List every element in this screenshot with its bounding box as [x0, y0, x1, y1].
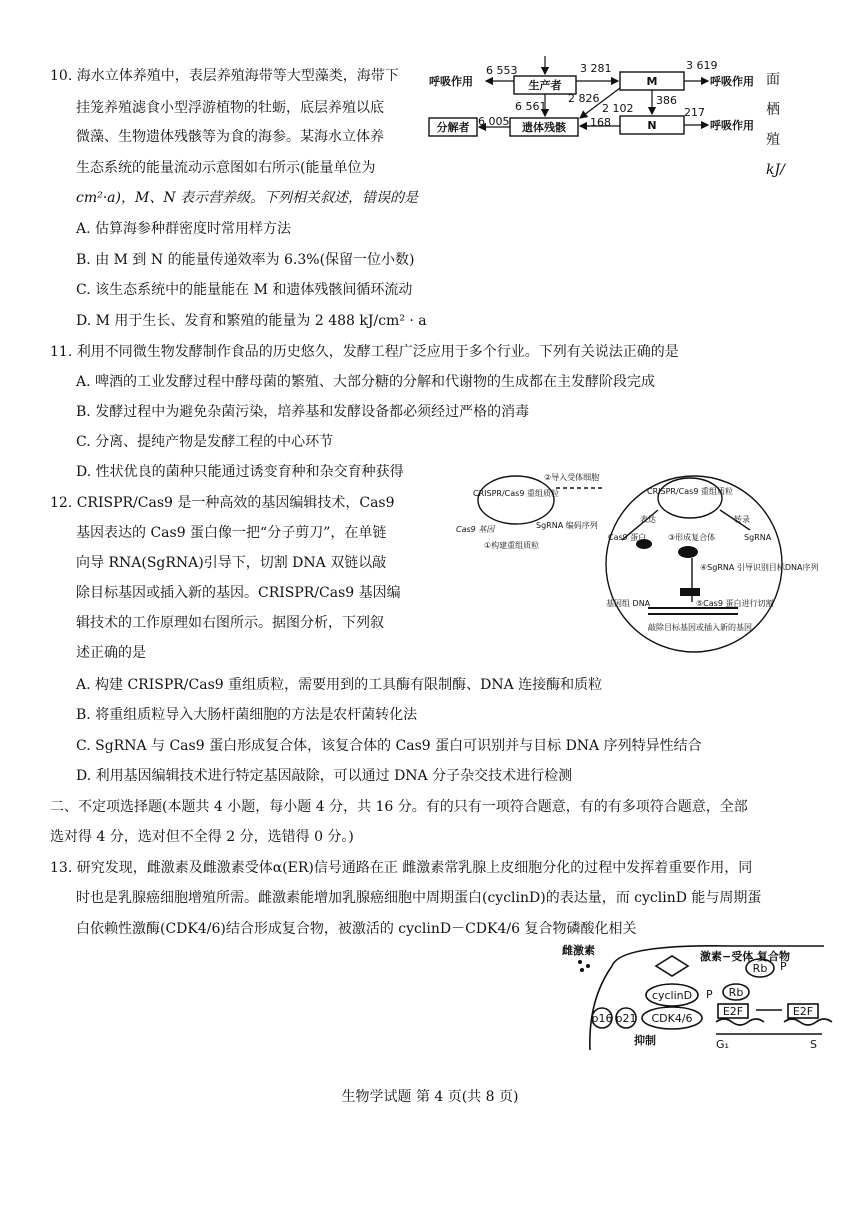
- q10-line-2: 挂笼养殖滤食小型浮游植物的牡蛎，底层养殖以底: [76, 100, 384, 116]
- energy-flow-diagram: [428, 54, 764, 140]
- crispr-diagram: [448, 466, 819, 656]
- cdk-label: CDK4/6: [651, 1012, 693, 1025]
- cas9-protein-label: Cas9 蛋白: [608, 533, 647, 542]
- decomposer-label: 分解者: [436, 121, 470, 134]
- value-label: 2 826: [568, 92, 600, 105]
- value-label: 6 553: [486, 64, 518, 77]
- q10-option-d: D. M 用于生长、发育和繁殖的能量为 2 488 kJ/cm² · a: [76, 313, 427, 329]
- q10-fragment: 面: [766, 72, 780, 88]
- q10-line-1: 10. 海水立体养殖中，表层养殖海带等大型藻类，海带下: [50, 68, 399, 84]
- e2f-label: E2F: [722, 1005, 744, 1018]
- complex-label: 激素−受体 复合物: [700, 950, 791, 963]
- inhibit-label: 抑制: [634, 1034, 656, 1047]
- q12-line-4: 除目标基因或插入新的基因。CRISPR/Cas9 基因编: [76, 585, 401, 601]
- q10-option-b: B. 由 M 到 N 的能量传递效率为 6.3%(保留一位小数): [76, 252, 415, 268]
- q10-line-4: 生态系统的能量流动示意图如右所示(能量单位为: [76, 160, 376, 176]
- transcription-label: 转录: [734, 515, 750, 524]
- plasmid-in-cell-label: CRISPR/Cas9 重组质粒: [647, 487, 733, 496]
- q10-line-3: 微藻、生物遗体残骸等为食的海参。某海水立体养: [76, 129, 384, 145]
- q11-option-d: D. 性状优良的菌种只能通过诱变育种和杂交育种获得: [76, 464, 404, 480]
- q10-line-5: cm²·a)，M、N 表示营养级。下列相关叙述，错误的是: [76, 190, 419, 206]
- sgrna-seq-label: SgRNA 编码序列: [536, 521, 598, 530]
- q12-option-c: C. SgRNA 与 Cas9 蛋白形成复合体，该复合体的 Cas9 蛋白可识别并与目标 DNA 序列特异性结合: [76, 738, 702, 754]
- respiration-label: 呼吸作用: [710, 119, 754, 132]
- q11-stem: 11. 利用不同微生物发酵制作食品的历史悠久，发酵工程广泛应用于多个行业。下列有关说法正确的是: [50, 344, 679, 360]
- p16-label: p16: [591, 1012, 613, 1025]
- respiration-label: 呼吸作用: [429, 75, 473, 88]
- value-label: 6 005: [478, 115, 510, 128]
- q12-option-b: B. 将重组质粒导入大肠杆菌细胞的方法是农杆菌转化法: [76, 707, 418, 723]
- step2-label: ②导入受体细胞: [544, 473, 600, 482]
- q10-fragment: 殖: [766, 132, 780, 148]
- plasmid-circle: [478, 476, 554, 524]
- n-label: N: [647, 119, 657, 132]
- q10-option-c: C. 该生态系统中的能量能在 M 和遗体残骸间循环流动: [76, 282, 413, 298]
- rb-bound-label: Rb: [728, 986, 744, 999]
- plasmid-label: CRISPR/Cas9 重组质粒: [473, 489, 559, 498]
- q13-line-1: 13. 研究发现，雌激素及雌激素受体α(ER)信号通路在正 雌激素常乳腺上皮细胞分化的过程中发挥着重要作用，同: [50, 860, 753, 876]
- dna-helix: [716, 1019, 764, 1025]
- q12-line-2: 基因表达的 Cas9 蛋白像一把“分子剪刀”，在单链: [76, 525, 387, 541]
- value-label: 168: [590, 116, 611, 129]
- q12-line-1: 12. CRISPR/Cas9 是一种高效的基因编辑技术，Cas9: [50, 495, 395, 511]
- cell-cycle-diagram: [560, 940, 830, 1052]
- rb-label: Rb: [752, 962, 768, 975]
- cas9-gene-label: Cas9 基因: [456, 525, 495, 534]
- producer-label: 生产者: [528, 79, 562, 92]
- step4-label: ④SgRNA 引导识别目标DNA序列: [700, 563, 819, 572]
- plasmid-in-cell: [658, 478, 722, 518]
- complex-shape: [678, 546, 698, 558]
- sgrna-label: SgRNA: [744, 533, 772, 542]
- phosphate-label: P: [706, 988, 713, 1001]
- value-label: 217: [684, 106, 705, 119]
- genomic-dna-label: 基因组 DNA: [606, 599, 651, 608]
- receptor-complex-shape: [656, 956, 688, 976]
- complex-on-dna: [680, 588, 700, 596]
- step5-label: ⑤Cas9 蛋白进行切割: [696, 599, 774, 608]
- q10-option-a: A. 估算海参种群密度时常用样方法: [76, 221, 292, 237]
- q12-line-3: 向导 RNA(SgRNA)引导下，切割 DNA 双链以敲: [76, 555, 387, 571]
- q12-line-5: 辑技术的工作原理如右图所示。据图分析，下列叙: [76, 615, 384, 631]
- section2-line-1: 二、不定项选择题(本题共 4 小题，每小题 4 分，共 16 分。有的只有一项符合题意，有的有多项符合题意，全部: [50, 799, 748, 815]
- value-label: 3 281: [580, 62, 612, 75]
- p21-label: p21: [615, 1012, 637, 1025]
- remains-label: 遗体残骸: [522, 121, 566, 134]
- q11-option-a: A. 啤酒的工业发酵过程中酵母菌的繁殖、大部分糖的分解和代谢物的生成都在主发酵阶段完成: [76, 374, 656, 390]
- step1-label: ①构建重组质粒: [484, 541, 540, 550]
- respiration-label: 呼吸作用: [710, 75, 754, 88]
- section2-line-2: 选对得 4 分，选对但不全得 2 分，选错得 0 分。): [50, 829, 354, 845]
- value-label: 2 102: [602, 102, 634, 115]
- q13-line-3: 白依赖性激酶(CDK4/6)结合形成复合物，被激活的 cyclinD－CDK4/6 复合物磷酸化相关: [76, 921, 637, 937]
- cyclind-label: cyclinD: [651, 989, 693, 1002]
- value-label: 386: [656, 94, 677, 107]
- q11-option-c: C. 分离、提纯产物是发酵工程的中心环节: [76, 434, 334, 450]
- q11-option-b: B. 发酵过程中为避免杂菌污染，培养基和发酵设备都必须经过严格的消毒: [76, 404, 530, 420]
- m-label: M: [646, 75, 658, 88]
- q10-fragment: 栖: [766, 102, 780, 118]
- result-label: 敲除目标基因或插入新的基因: [648, 623, 752, 632]
- value-label: 6 561: [515, 100, 547, 113]
- estrogen-label: 雌激素: [562, 944, 595, 957]
- q12-option-a: A. 构建 CRISPR/Cas9 重组质粒，需要用到的工具酶有限制酶、DNA 连接酶和质粒: [76, 677, 603, 693]
- g1-label: G₁: [716, 1038, 729, 1051]
- e2f-free-label: E2F: [792, 1005, 814, 1018]
- q12-line-6: 述正确的是: [76, 645, 146, 661]
- value-label: 3 619: [686, 59, 718, 72]
- q10-fragment: kJ/: [766, 162, 785, 178]
- dna-helix: [784, 1019, 832, 1025]
- page-footer: 生物学试题 第 4 页(共 8 页): [341, 1089, 519, 1105]
- q12-option-d: D. 利用基因编辑技术进行特定基因敲除，可以通过 DNA 分子杂交技术进行检测: [76, 768, 573, 784]
- phosphate-label: P: [780, 960, 787, 973]
- q13-line-2: 时也是乳腺癌细胞增殖所需。雌激素能增加乳腺癌细胞中周期蛋白(cyclinD)的表达量，而 cyclinD 能与周期蛋: [76, 890, 762, 906]
- s-label: S: [810, 1038, 817, 1051]
- step3-label: ③形成复合体: [668, 533, 716, 542]
- expression-label: 表达: [640, 515, 656, 524]
